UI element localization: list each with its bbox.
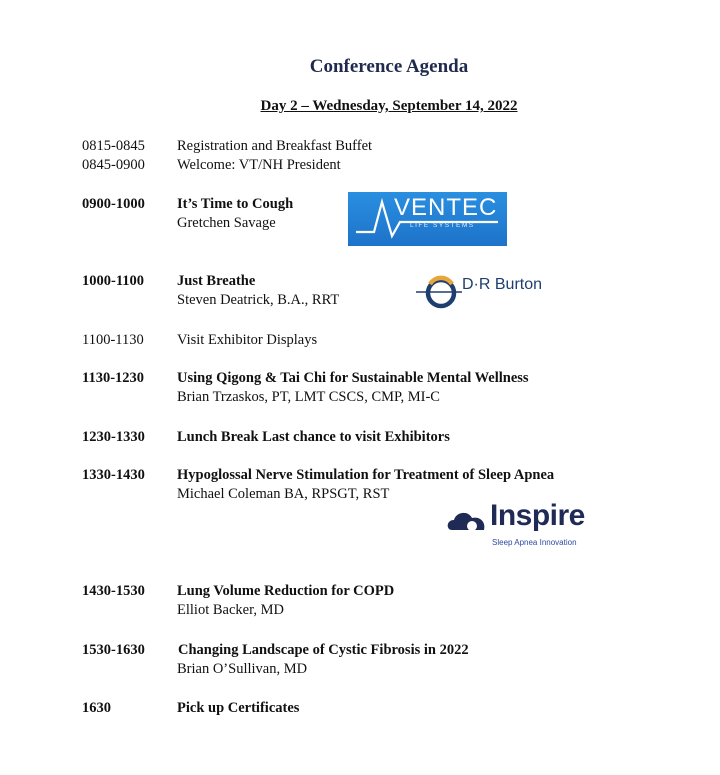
agenda-title: It’s Time to Cough [177, 196, 294, 212]
agenda-time: 1100-1130 [82, 332, 144, 348]
agenda-title: Visit Exhibitor Displays [177, 332, 318, 348]
agenda-time: 1530-1630 [82, 642, 145, 658]
agenda-title: Using Qigong & Tai Chi for Sustainable Mental Wellness [177, 370, 529, 386]
agenda-speaker: Brian O’Sullivan, MD [177, 661, 308, 677]
inspire-logo-subtext: Sleep Apnea Innovation [492, 538, 577, 547]
drburton-logo-text: D·R Burton [462, 276, 543, 293]
agenda-time: 1330-1430 [82, 467, 145, 483]
agenda-speaker: Michael Coleman BA, RPSGT, RST [177, 486, 390, 502]
agenda-speaker: Brian Trzaskos, PT, LMT CSCS, CMP, MI-C [177, 389, 440, 405]
inspire-logo-text: Inspire [490, 499, 585, 532]
drburton-logo [414, 272, 564, 312]
agenda-title: Hypoglossal Nerve Stimulation for Treatment of Sleep Apnea [177, 467, 555, 483]
ventec-logo-text: VENTEC [394, 194, 498, 221]
agenda-time: 1630 [82, 700, 111, 716]
agenda-time: 0815-0845 [82, 138, 145, 154]
ventec-logo [348, 192, 507, 246]
agenda-time: 0845-0900 [82, 157, 145, 173]
agenda-time: 1230-1330 [82, 429, 145, 445]
agenda-title: Welcome: VT/NH President [177, 157, 341, 173]
inspire-logo [446, 499, 606, 552]
agenda-title: Registration and Breakfast Buffet [177, 138, 373, 154]
agenda-time: 1000-1100 [82, 273, 145, 289]
agenda-time: 1430-1530 [82, 583, 145, 599]
agenda-title: Just Breathe [177, 273, 256, 289]
page-title: Conference Agenda [309, 56, 469, 77]
agenda-speaker: Gretchen Savage [177, 215, 276, 231]
drburton-circle-icon [414, 272, 464, 312]
agenda-title: Lung Volume Reduction for COPD [177, 583, 395, 599]
agenda-title: Lunch Break Last chance to visit Exhibitors [177, 429, 450, 445]
agenda-time: 0900-1000 [82, 196, 145, 212]
inspire-cloud-icon [446, 506, 490, 536]
day-heading: Day 2 – Wednesday, September 14, 2022 [260, 98, 518, 114]
agenda-title: Changing Landscape of Cystic Fibrosis in 2022 [178, 642, 469, 658]
agenda-speaker: Steven Deatrick, B.A., RRT [177, 292, 340, 308]
agenda-title: Pick up Certificates [177, 700, 300, 716]
agenda-time: 1130-1230 [82, 370, 145, 386]
ventec-logo-subtext: LIFE SYSTEMS [410, 222, 475, 229]
agenda-speaker: Elliot Backer, MD [177, 602, 284, 618]
